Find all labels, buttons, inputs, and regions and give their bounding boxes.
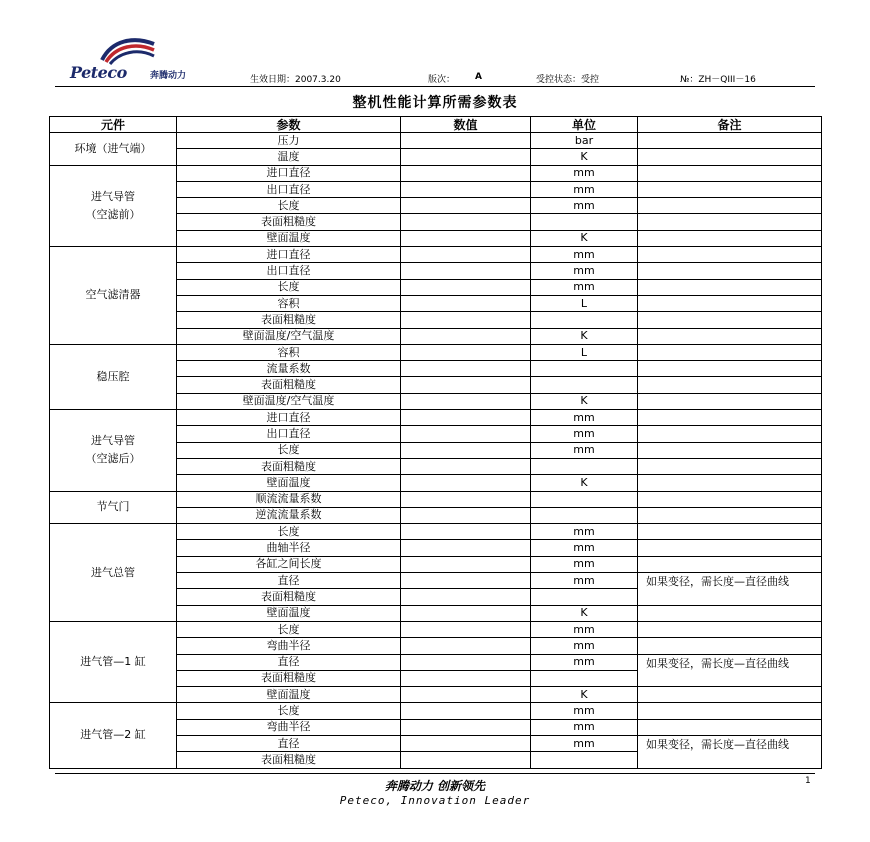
value-cell[interactable]	[401, 589, 531, 605]
value-cell[interactable]	[401, 410, 531, 426]
value-cell[interactable]	[401, 719, 531, 735]
table-row	[50, 410, 822, 426]
header-value: 数值	[401, 117, 531, 133]
unit-cell: mm	[531, 573, 638, 589]
header-divider	[55, 86, 815, 87]
parameter-table	[49, 116, 822, 769]
unit-cell: mm	[531, 540, 638, 556]
value-cell[interactable]	[401, 735, 531, 751]
value-cell[interactable]	[401, 524, 531, 540]
value-cell[interactable]	[401, 573, 531, 589]
logo-chinese-text: 奔腾动力	[150, 71, 187, 81]
parameter-cell: 长度	[177, 198, 401, 214]
parameter-cell: 表面粗糙度	[177, 214, 401, 230]
unit-cell: K	[531, 475, 638, 491]
parameter-cell: 长度	[177, 279, 401, 295]
unit-cell: mm	[531, 638, 638, 654]
note-cell	[638, 507, 822, 523]
value-cell[interactable]	[401, 670, 531, 686]
note-cell	[638, 312, 822, 328]
table-row	[50, 621, 822, 637]
parameter-cell: 长度	[177, 524, 401, 540]
logo-swoosh-icon	[98, 34, 158, 66]
note-cell	[638, 556, 822, 572]
value-cell[interactable]	[401, 295, 531, 311]
value-cell[interactable]	[401, 279, 531, 295]
unit-cell: K	[531, 230, 638, 246]
value-cell[interactable]	[401, 458, 531, 474]
table-body	[50, 133, 822, 769]
unit-cell: mm	[531, 165, 638, 181]
note-cell	[638, 687, 822, 703]
unit-cell	[531, 589, 638, 605]
note-cell	[638, 165, 822, 181]
parameter-cell: 弯曲半径	[177, 638, 401, 654]
footer-divider	[55, 773, 815, 774]
component-cell: 空气滤清器	[50, 247, 177, 345]
component-cell: 进气总管	[50, 524, 177, 622]
unit-cell: L	[531, 295, 638, 311]
table-row	[50, 703, 822, 719]
company-logo	[70, 34, 220, 84]
unit-cell: K	[531, 393, 638, 409]
value-cell[interactable]	[401, 328, 531, 344]
table-header-row	[50, 117, 822, 133]
unit-cell	[531, 214, 638, 230]
value-cell[interactable]	[401, 149, 531, 165]
note-cell	[638, 491, 822, 507]
note-cell	[638, 638, 822, 654]
note-cell	[638, 279, 822, 295]
note-cell	[638, 605, 822, 621]
table-row	[50, 491, 822, 507]
note-cell	[638, 149, 822, 165]
header-component: 元件	[50, 117, 177, 133]
parameter-cell: 壁面温度	[177, 475, 401, 491]
parameter-cell: 出口直径	[177, 426, 401, 442]
version-label: 版次：	[428, 75, 456, 85]
value-cell[interactable]	[401, 703, 531, 719]
note-cell	[638, 442, 822, 458]
parameter-cell: 长度	[177, 621, 401, 637]
note-cell	[638, 426, 822, 442]
note-cell	[638, 475, 822, 491]
document-number: №：ZH－QIII－16	[680, 75, 756, 85]
table-row	[50, 344, 822, 360]
note-cell	[638, 133, 822, 149]
unit-cell: mm	[531, 247, 638, 263]
parameter-cell: 弯曲半径	[177, 719, 401, 735]
page-number: 1	[805, 776, 811, 786]
value-cell[interactable]	[401, 181, 531, 197]
unit-cell: bar	[531, 133, 638, 149]
unit-cell: mm	[531, 719, 638, 735]
value-cell[interactable]	[401, 377, 531, 393]
value-cell[interactable]	[401, 198, 531, 214]
table-row	[50, 133, 822, 149]
parameter-cell: 壁面温度	[177, 605, 401, 621]
footer-slogan-en: Peteco, Innovation Leader	[339, 794, 531, 807]
note-cell	[638, 410, 822, 426]
unit-cell: K	[531, 605, 638, 621]
unit-cell: mm	[531, 426, 638, 442]
parameter-cell: 容积	[177, 295, 401, 311]
note-cell	[638, 393, 822, 409]
parameter-cell: 表面粗糙度	[177, 377, 401, 393]
note-cell	[638, 719, 822, 735]
note-cell	[638, 458, 822, 474]
note-cell	[638, 263, 822, 279]
unit-cell	[531, 752, 638, 768]
page-title: 整机性能计算所需参数表	[352, 95, 518, 111]
note-cell	[638, 621, 822, 637]
unit-cell: K	[531, 149, 638, 165]
value-cell[interactable]	[401, 556, 531, 572]
value-cell[interactable]	[401, 133, 531, 149]
parameter-cell: 表面粗糙度	[177, 589, 401, 605]
note-cell: 如果变径，需长度—直径曲线	[638, 735, 822, 768]
unit-cell: mm	[531, 735, 638, 751]
note-cell	[638, 198, 822, 214]
value-cell[interactable]	[401, 247, 531, 263]
effective-date: 生效日期：2007.3.20	[250, 75, 341, 85]
unit-cell	[531, 491, 638, 507]
parameter-cell: 进口直径	[177, 165, 401, 181]
unit-cell: K	[531, 328, 638, 344]
component-cell: 进气管—2 缸	[50, 703, 177, 768]
value-cell[interactable]	[401, 540, 531, 556]
parameter-cell: 长度	[177, 703, 401, 719]
value-cell[interactable]	[401, 638, 531, 654]
unit-cell: mm	[531, 654, 638, 670]
note-cell	[638, 361, 822, 377]
header-parameter: 参数	[177, 117, 401, 133]
logo-text: Peteco	[70, 63, 127, 82]
parameter-cell: 出口直径	[177, 263, 401, 279]
note-cell	[638, 703, 822, 719]
parameter-cell: 流量系数	[177, 361, 401, 377]
value-cell[interactable]	[401, 752, 531, 768]
value-cell[interactable]	[401, 621, 531, 637]
parameter-cell: 表面粗糙度	[177, 670, 401, 686]
unit-cell: mm	[531, 703, 638, 719]
note-cell	[638, 540, 822, 556]
unit-cell	[531, 670, 638, 686]
unit-cell	[531, 361, 638, 377]
note-cell	[638, 344, 822, 360]
value-cell[interactable]	[401, 654, 531, 670]
parameter-cell: 表面粗糙度	[177, 458, 401, 474]
parameter-cell: 曲轴半径	[177, 540, 401, 556]
table-row	[50, 165, 822, 181]
value-cell[interactable]	[401, 263, 531, 279]
component-cell: 节气门	[50, 491, 177, 524]
note-cell: 如果变径，需长度—直径曲线	[638, 573, 822, 606]
parameter-cell: 进口直径	[177, 247, 401, 263]
note-cell	[638, 214, 822, 230]
table-row	[50, 524, 822, 540]
parameter-cell: 表面粗糙度	[177, 312, 401, 328]
parameter-cell: 直径	[177, 735, 401, 751]
value-cell[interactable]	[401, 426, 531, 442]
parameter-cell: 容积	[177, 344, 401, 360]
value-cell[interactable]	[401, 687, 531, 703]
note-cell	[638, 377, 822, 393]
value-cell[interactable]	[401, 491, 531, 507]
version-value: A	[475, 72, 482, 82]
parameter-cell: 长度	[177, 442, 401, 458]
value-cell[interactable]	[401, 393, 531, 409]
note-cell	[638, 295, 822, 311]
value-cell[interactable]	[401, 442, 531, 458]
unit-cell: mm	[531, 556, 638, 572]
unit-cell: mm	[531, 410, 638, 426]
parameter-cell: 表面粗糙度	[177, 752, 401, 768]
unit-cell: mm	[531, 198, 638, 214]
parameter-cell: 出口直径	[177, 181, 401, 197]
parameter-cell: 壁面温度/空气温度	[177, 328, 401, 344]
unit-cell	[531, 507, 638, 523]
parameter-cell: 顺流流量系数	[177, 491, 401, 507]
parameter-cell: 壁面温度	[177, 687, 401, 703]
control-status: 受控状态：受控	[536, 75, 600, 85]
note-cell	[638, 524, 822, 540]
parameter-cell: 直径	[177, 573, 401, 589]
parameter-cell: 压力	[177, 133, 401, 149]
parameter-cell: 直径	[177, 654, 401, 670]
component-cell: 进气导管 （空滤后）	[50, 410, 177, 491]
unit-cell: mm	[531, 621, 638, 637]
value-cell[interactable]	[401, 214, 531, 230]
value-cell[interactable]	[401, 507, 531, 523]
unit-cell: mm	[531, 181, 638, 197]
note-cell: 如果变径，需长度—直径曲线	[638, 654, 822, 687]
unit-cell	[531, 377, 638, 393]
value-cell[interactable]	[401, 312, 531, 328]
unit-cell	[531, 458, 638, 474]
unit-cell: mm	[531, 524, 638, 540]
parameter-cell: 壁面温度	[177, 230, 401, 246]
value-cell[interactable]	[401, 165, 531, 181]
unit-cell: mm	[531, 442, 638, 458]
value-cell[interactable]	[401, 230, 531, 246]
note-cell	[638, 181, 822, 197]
header-unit: 单位	[531, 117, 638, 133]
value-cell[interactable]	[401, 344, 531, 360]
parameter-cell: 温度	[177, 149, 401, 165]
unit-cell: K	[531, 687, 638, 703]
component-cell: 环境（进气端）	[50, 133, 177, 166]
unit-cell	[531, 312, 638, 328]
note-cell	[638, 328, 822, 344]
value-cell[interactable]	[401, 605, 531, 621]
parameter-cell: 各缸之间长度	[177, 556, 401, 572]
note-cell	[638, 230, 822, 246]
parameter-cell: 壁面温度/空气温度	[177, 393, 401, 409]
parameter-cell: 逆流流量系数	[177, 507, 401, 523]
unit-cell: L	[531, 344, 638, 360]
unit-cell: mm	[531, 279, 638, 295]
component-cell: 进气导管 （空滤前）	[50, 165, 177, 246]
note-cell	[638, 247, 822, 263]
unit-cell: mm	[531, 263, 638, 279]
component-cell: 进气管—1 缸	[50, 621, 177, 702]
parameter-cell: 进口直径	[177, 410, 401, 426]
header-note: 备注	[638, 117, 822, 133]
table-row	[50, 247, 822, 263]
value-cell[interactable]	[401, 475, 531, 491]
component-cell: 稳压腔	[50, 344, 177, 409]
footer-slogan-cn: 奔腾动力 创新领先	[384, 779, 486, 793]
value-cell[interactable]	[401, 361, 531, 377]
